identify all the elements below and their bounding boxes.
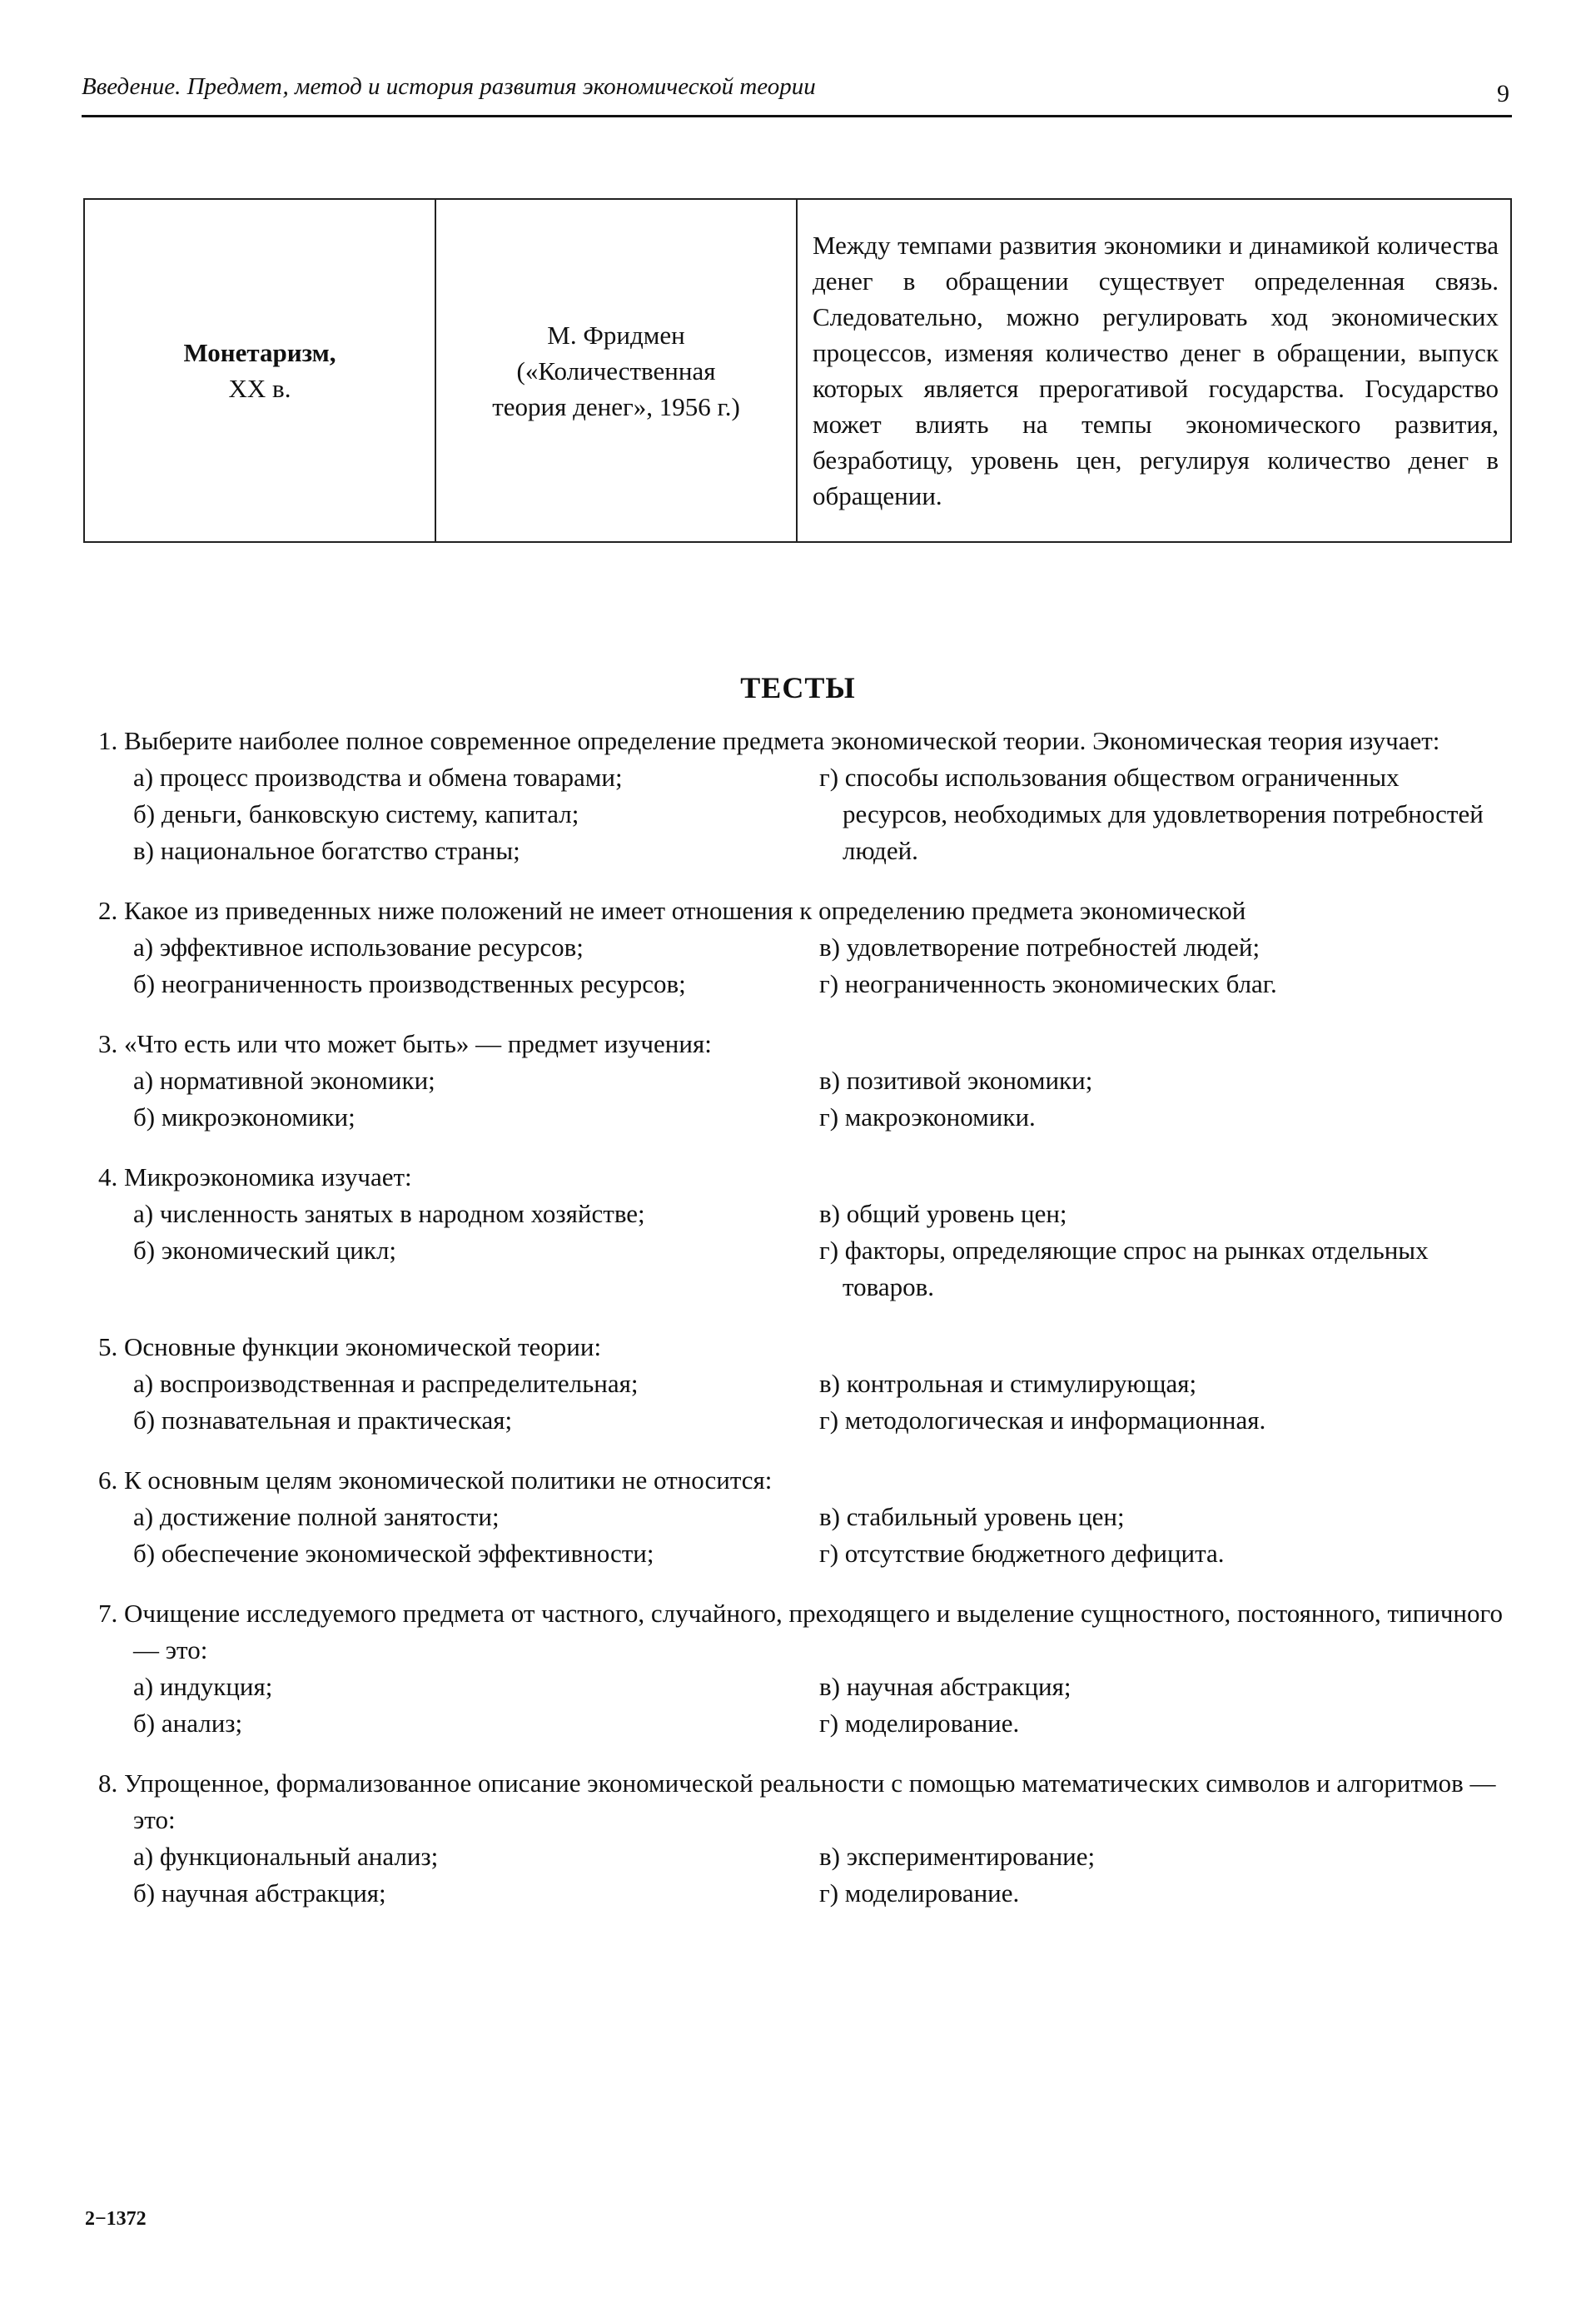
answer-option: а) достижение полной занятости;: [133, 1502, 500, 1531]
answer-option: в) научная абстракция;: [819, 1672, 1071, 1701]
answer-option: б) научная абстракция;: [133, 1878, 386, 1908]
question-4: [98, 1159, 1507, 1306]
answer-option: а) эффективное использование ресурсов;: [133, 933, 584, 962]
answer-option: г) способы использования обществом ограниченных ресурсов, необходимых для удовлетворения потребностей людей.: [819, 763, 1484, 865]
answer-option: в) удовлетворение потребностей людей;: [819, 933, 1260, 962]
work-title-line1: («Количественная: [516, 356, 716, 386]
school-period: XX в.: [228, 374, 291, 403]
answer-option: б) познавательная и практическая;: [133, 1405, 513, 1435]
question-8: [98, 1765, 1507, 1912]
answer-option: в) стабильный уровень цен;: [819, 1502, 1125, 1531]
question-text: 8. Упрощенное, формализованное описание экономической реальности с помощью математических символов и алгоритмов — это:: [98, 1768, 1496, 1834]
question-text: 1. Выберите наиболее полное современное определение предмета экономической теории. Экономическая теория изучает:: [98, 726, 1440, 755]
answer-option: г) моделирование.: [819, 1878, 1020, 1908]
school-name: Монетаризм,: [183, 338, 336, 367]
question-text: 6. К основным целям экономической политики не относится:: [98, 1465, 773, 1495]
author-name: М. Фридмен: [547, 320, 685, 350]
answer-option: а) нормативной экономики;: [133, 1066, 435, 1095]
test-questions: [98, 723, 1507, 1912]
main-idea-cell: Между темпами развития экономики и динамикой количества денег в обращении существует определенная связь. Следовательно, можно регулировать ход экономических процессов, изменяя количество денег в обращении, выпуск которых является прерогативой государства. Государство может влиять на темпы экономического развития, безработицу, уровень цен, регулируя количество денег в обращении.: [797, 199, 1511, 542]
answer-option: а) функциональный анализ;: [133, 1842, 439, 1871]
answer-option: г) неограниченность экономических благ.: [819, 969, 1277, 998]
signature-mark: 2−1372: [85, 2208, 147, 2230]
answer-option: г) макроэкономики.: [819, 1102, 1036, 1132]
question-7: [98, 1595, 1507, 1742]
page-number: 9: [1497, 80, 1509, 107]
header-rule: [82, 115, 1512, 117]
work-title-line2: теория денег», 1956 г.): [492, 391, 740, 421]
answer-option: в) общий уровень цен;: [819, 1199, 1067, 1228]
question-text: 5. Основные функции экономической теории:: [98, 1332, 602, 1361]
question-5: [98, 1329, 1507, 1439]
table-row: [84, 199, 1511, 542]
answer-option: б) экономический цикл;: [133, 1236, 397, 1265]
answer-option: а) процесс производства и обмена товарами;: [133, 763, 623, 792]
question-6: [98, 1462, 1507, 1572]
question-text: 7. Очищение исследуемого предмета от частного, случайного, преходящего и выделение сущностного, постоянного, типичного — это:: [98, 1599, 1503, 1664]
author-cell: [435, 199, 797, 542]
answer-option: б) обеспечение экономической эффективности;: [133, 1539, 654, 1568]
answer-option: б) деньги, банковскую систему, капитал;: [133, 799, 579, 828]
answer-option: в) позитивой экономики;: [819, 1066, 1093, 1095]
answer-option: а) численность занятых в народном хозяйстве;: [133, 1199, 645, 1228]
running-title: Введение. Предмет, метод и история развития экономической теории: [82, 73, 816, 100]
school-cell: [84, 199, 435, 542]
answer-option: г) отсутствие бюджетного дефицита.: [819, 1539, 1225, 1568]
question-3: [98, 1026, 1507, 1136]
answer-option: б) микроэкономики;: [133, 1102, 355, 1132]
running-head: [82, 73, 1509, 101]
answer-option: б) анализ;: [133, 1709, 243, 1738]
question-text: 4. Микроэкономика изучает:: [98, 1162, 412, 1191]
answer-option: в) национальное богатство страны;: [133, 836, 520, 865]
answer-option: б) неограниченность производственных ресурсов;: [133, 969, 686, 998]
answer-option: а) индукция;: [133, 1672, 273, 1701]
answer-option: в) контрольная и стимулирующая;: [819, 1369, 1197, 1398]
question-1: [98, 723, 1507, 869]
schools-table: [83, 198, 1512, 543]
section-title: ТЕСТЫ: [740, 671, 856, 704]
answer-option: г) факторы, определяющие спрос на рынках отдельных товаров.: [819, 1236, 1429, 1301]
question-2: [98, 893, 1507, 1002]
answer-option: г) методологическая и информационная.: [819, 1405, 1266, 1435]
question-text: 3. «Что есть или что может быть» — предмет изучения:: [98, 1029, 712, 1058]
answer-option: в) экспериментирование;: [819, 1842, 1096, 1871]
question-text: 2. Какое из приведенных ниже положений не имеет отношения к определению предмета экономической: [98, 896, 1246, 925]
answer-option: г) моделирование.: [819, 1709, 1020, 1738]
answer-option: а) воспроизводственная и распределительная;: [133, 1369, 639, 1398]
